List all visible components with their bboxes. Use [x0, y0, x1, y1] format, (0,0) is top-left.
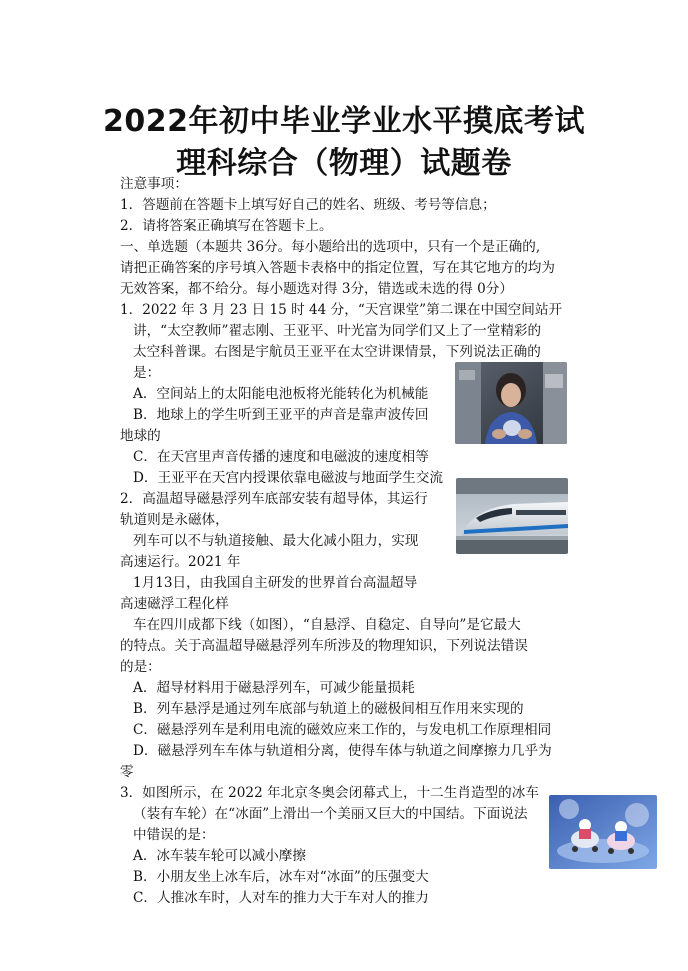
ice-cart-photo [549, 795, 657, 869]
q1-stem-line: 太空科普课。右图是宇航员王亚平在太空讲课情景，下列说法正确的 [133, 344, 541, 360]
q2-option-a: A．超导材料用于磁悬浮列车，可减少能量损耗 [133, 680, 415, 696]
q2-stem-line: 列车可以不与轨道接触、最大化减小阻力，实现 [133, 533, 419, 549]
maglev-train-photo [456, 478, 568, 554]
q2-option-d: D．磁悬浮列车车体与轨道相分离，使得车体与轨道之间摩擦力几乎为 [133, 743, 552, 759]
q1-option-a: A．空间站上的太阳能电池板将光能转化为机械能 [133, 386, 429, 402]
notes-heading: 注意事项： [120, 176, 188, 192]
q3-stem-line: 中错误的是： [133, 827, 215, 843]
q3-option-a: A．冰车装车轮可以减小摩擦 [133, 848, 306, 864]
section-instructions-line: 请把正确答案的序号填入答题卡表格中的指定位置，写在其它地方的均为 [120, 260, 555, 276]
section-instructions-line: 无效答案，都不给分。每小题选对得 3分，错选或未选的得 0分） [120, 281, 513, 297]
q1-option-b-cont: 地球的 [120, 428, 161, 444]
q2-stem-line: 的是： [120, 659, 161, 675]
q1-stem-line: 1．2022 年 3 月 23 日 15 时 44 分，“天宫课堂”第二课在中国空间站开 [120, 302, 563, 318]
q1-stem-line: 讲，“太空教师”翟志刚、王亚平、叶光富为同学们又上了一堂精彩的 [133, 323, 542, 339]
q1-option-b: B．地球上的学生听到王亚平的声音是靠声波传回 [133, 407, 429, 423]
q2-stem-line: 1月13日，由我国自主研发的世界首台高温超导 [133, 575, 418, 591]
notes-item-2: 2．请将答案正确填写在答题卡上。 [120, 218, 333, 234]
q1-option-d: D．王亚平在天宫内授课依靠电磁波与地面学生交流 [133, 470, 443, 486]
q1-stem-line: 是： [133, 365, 161, 381]
q3-option-c: C．人推冰车时，人对车的推力大于车对人的推力 [133, 890, 429, 906]
q2-stem-line: 的特点。关于高温超导磁悬浮列车所涉及的物理知识，下列说法错误 [120, 638, 528, 654]
exam-title: 2022年初中毕业学业水平摸底考试 [103, 104, 585, 139]
q2-stem-line: 高速磁浮工程化样 [120, 596, 229, 612]
exam-subtitle: 理科综合（物理）试题卷 [176, 146, 512, 181]
q2-option-d-cont: 零 [120, 764, 134, 780]
notes-item-1: 1．答题前在答题卡上填写好自己的姓名、班级、考号等信息； [120, 197, 496, 213]
q2-stem-line: 高速运行。2021 年 [120, 554, 241, 570]
q2-stem-line: 2．高温超导磁悬浮列车底部安装有超导体，其运行 [120, 491, 428, 507]
astronaut-photo [455, 362, 567, 444]
q3-stem-line: （装有车轮）在“冰面”上滑出一个美丽又巨大的中国结。下面说法 [133, 806, 528, 822]
q2-stem-line: 车在四川成都下线（如图），“自悬浮、自稳定、自导向”是它最大 [133, 617, 521, 633]
q2-stem-line: 轨道则是永磁体， [120, 512, 229, 528]
q2-option-b: B．列车悬浮是通过列车底部与轨道上的磁极间相互作用来实现的 [133, 701, 524, 717]
q3-option-b: B．小朋友坐上冰车后，冰车对“冰面”的压强变大 [133, 869, 429, 885]
section-instructions-line: 一、单选题（本题共 36分。每小题给出的选项中，只有一个是正确的, [120, 239, 541, 255]
q2-option-c: C．磁悬浮列车是利用电流的磁效应来工作的，与发电机工作原理相同 [133, 722, 552, 738]
q1-option-c: C．在天宫里声音传播的速度和电磁波的速度相等 [133, 449, 429, 465]
q3-stem-line: 3．如图所示，在 2022 年北京冬奥会闭幕式上，十二生肖造型的冰车 [120, 785, 539, 801]
